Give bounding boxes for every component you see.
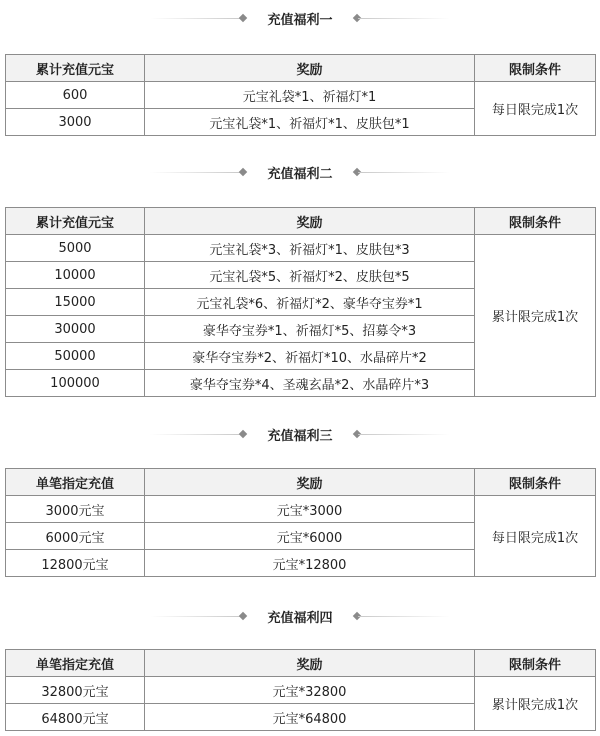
divider-line	[150, 18, 242, 19]
section-3	[0, 419, 600, 573]
section-4	[0, 601, 600, 727]
section-header	[0, 157, 600, 187]
reward-cell: 元宝*32800	[145, 677, 475, 704]
section-title: 充值福利二	[267, 167, 333, 182]
reward-cell: 豪华夺宝券*1、祈福灯*5、招募令*3	[145, 316, 475, 343]
reward-table	[5, 649, 596, 731]
section-title: 充值福利四	[267, 611, 333, 626]
header-amount: 累计充值元宝	[6, 55, 145, 82]
reward-cell: 元宝礼袋*1、祈福灯*1、皮肤包*1	[145, 109, 475, 136]
amount-cell: 5000	[6, 235, 145, 262]
reward-cell: 元宝礼袋*5、祈福灯*2、皮肤包*5	[145, 262, 475, 289]
amount-cell: 50000	[6, 343, 145, 370]
amount-cell: 12800元宝	[6, 550, 145, 577]
divider-line	[150, 434, 242, 435]
section-1	[0, 3, 600, 132]
amount-cell: 64800元宝	[6, 704, 145, 731]
amount-cell: 10000	[6, 262, 145, 289]
diamond-icon	[239, 612, 247, 620]
table-row	[6, 496, 596, 523]
header-condition: 限制条件	[475, 650, 596, 677]
section-header	[0, 601, 600, 631]
reward-cell: 元宝*6000	[145, 523, 475, 550]
section-title: 充值福利三	[267, 429, 333, 444]
table-header-row	[6, 208, 596, 235]
divider-line	[150, 172, 242, 173]
divider-line	[358, 172, 450, 173]
amount-cell: 6000元宝	[6, 523, 145, 550]
diamond-icon	[239, 430, 247, 438]
reward-table	[5, 207, 596, 397]
header-condition: 限制条件	[475, 55, 596, 82]
amount-cell: 15000	[6, 289, 145, 316]
reward-cell: 元宝*12800	[145, 550, 475, 577]
table-header-row	[6, 55, 596, 82]
reward-cell: 豪华夺宝券*2、祈福灯*10、水晶碎片*2	[145, 343, 475, 370]
table-header-row	[6, 650, 596, 677]
table-row	[6, 235, 596, 262]
divider-line	[358, 616, 450, 617]
divider-line	[358, 434, 450, 435]
header-amount: 单笔指定充值	[6, 650, 145, 677]
diamond-icon	[239, 168, 247, 176]
section-2	[0, 157, 600, 393]
condition-cell: 每日限完成1次	[475, 496, 596, 577]
table-row	[6, 82, 596, 109]
section-header	[0, 419, 600, 449]
divider-line	[358, 18, 450, 19]
header-amount: 单笔指定充值	[6, 469, 145, 496]
amount-cell: 600	[6, 82, 145, 109]
diamond-icon	[239, 14, 247, 22]
condition-cell: 每日限完成1次	[475, 82, 596, 136]
section-header	[0, 3, 600, 33]
reward-cell: 元宝*64800	[145, 704, 475, 731]
reward-table	[5, 54, 596, 136]
amount-cell: 32800元宝	[6, 677, 145, 704]
divider-line	[150, 616, 242, 617]
reward-cell: 元宝礼袋*6、祈福灯*2、豪华夺宝券*1	[145, 289, 475, 316]
reward-cell: 元宝礼袋*3、祈福灯*1、皮肤包*3	[145, 235, 475, 262]
header-reward: 奖励	[145, 650, 475, 677]
reward-table	[5, 468, 596, 577]
reward-cell: 元宝*3000	[145, 496, 475, 523]
reward-cell: 元宝礼袋*1、祈福灯*1	[145, 82, 475, 109]
amount-cell: 3000元宝	[6, 496, 145, 523]
section-title: 充值福利一	[267, 13, 333, 28]
reward-cell: 豪华夺宝券*4、圣魂玄晶*2、水晶碎片*3	[145, 370, 475, 397]
amount-cell: 3000	[6, 109, 145, 136]
header-amount: 累计充值元宝	[6, 208, 145, 235]
condition-cell: 累计限完成1次	[475, 677, 596, 731]
table-row	[6, 677, 596, 704]
table-header-row	[6, 469, 596, 496]
header-reward: 奖励	[145, 55, 475, 82]
amount-cell: 30000	[6, 316, 145, 343]
condition-cell: 累计限完成1次	[475, 235, 596, 397]
header-reward: 奖励	[145, 469, 475, 496]
header-condition: 限制条件	[475, 208, 596, 235]
amount-cell: 100000	[6, 370, 145, 397]
header-reward: 奖励	[145, 208, 475, 235]
header-condition: 限制条件	[475, 469, 596, 496]
